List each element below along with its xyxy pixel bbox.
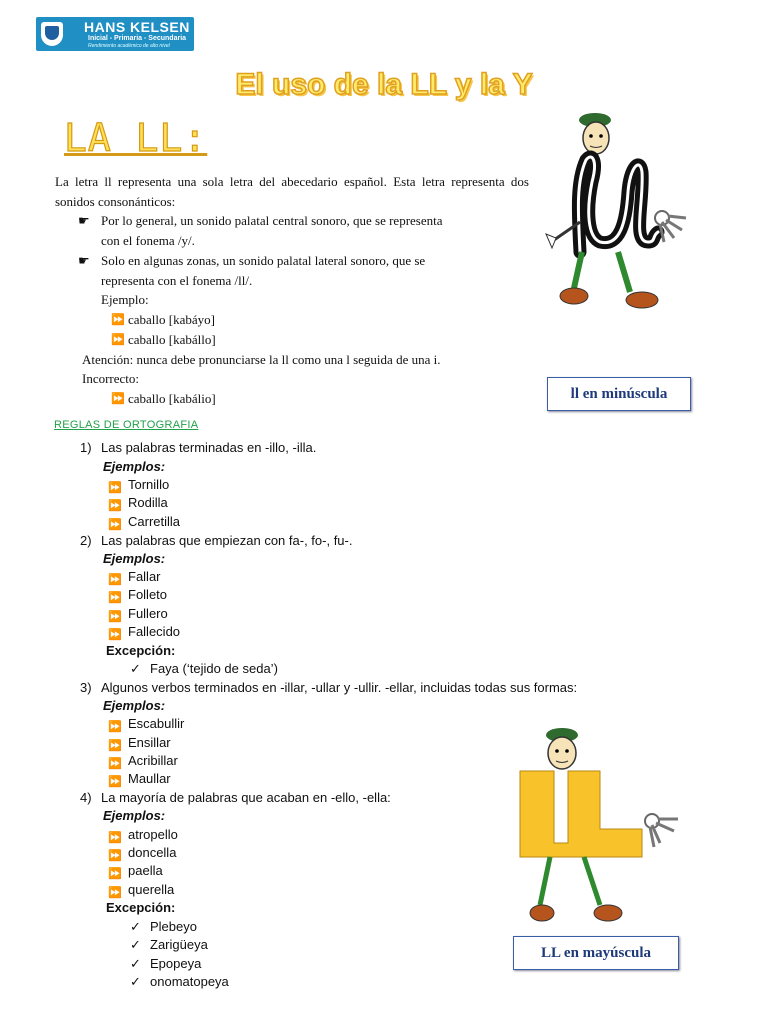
logo-name: HANS KELSEN bbox=[84, 19, 190, 35]
double-arrow-icon: ⏩ bbox=[108, 481, 122, 494]
check-icon: ✓ bbox=[130, 919, 141, 934]
ejemplo-item: caballo [kabállo] bbox=[128, 332, 216, 347]
double-arrow-icon: ⏩ bbox=[108, 610, 122, 623]
check-icon: ✓ bbox=[130, 974, 141, 989]
list-item: Acribillar bbox=[128, 753, 178, 768]
sound-2-line1: Solo en algunas zonas, un sonido palatal lateral sonoro, que se bbox=[101, 253, 426, 268]
rule-number: 4) bbox=[80, 790, 92, 805]
ejemplos-label: Ejemplos: bbox=[103, 551, 166, 566]
excepcion-item: onomatopeya bbox=[150, 974, 229, 989]
list-item: Maullar bbox=[128, 771, 171, 786]
list-item: Fallecido bbox=[128, 624, 181, 639]
double-arrow-icon: ⏩ bbox=[108, 591, 122, 604]
list-item: Tornillo bbox=[128, 477, 170, 492]
atencion-note: Atención: nunca debe pronunciarse la ll como una l seguida de una i. bbox=[82, 352, 441, 367]
pointing-hand-icon: ☛ bbox=[78, 253, 90, 268]
school-logo bbox=[36, 17, 194, 51]
excepcion-label: Excepción: bbox=[106, 900, 176, 915]
page-title: El uso de la LL y la Y bbox=[235, 68, 533, 101]
excepcion-label: Excepción: bbox=[106, 643, 176, 658]
list-item: Fullero bbox=[128, 606, 168, 621]
check-icon: ✓ bbox=[130, 937, 141, 952]
rule-text: La mayoría de palabras que acaban en -ello, -ella: bbox=[101, 790, 391, 805]
list-item: Fallar bbox=[128, 569, 161, 584]
rule-number: 2) bbox=[80, 533, 92, 548]
list-item: paella bbox=[128, 863, 163, 878]
double-arrow-icon: ⏩ bbox=[108, 886, 122, 899]
rule-text: Las palabras terminadas en -illo, -illa. bbox=[101, 440, 317, 455]
check-icon: ✓ bbox=[130, 956, 141, 971]
rule-number: 1) bbox=[80, 440, 92, 455]
excepcion-item: Zarigüeya bbox=[150, 937, 208, 952]
double-arrow-icon: ⏩ bbox=[111, 392, 125, 405]
check-icon: ✓ bbox=[130, 661, 141, 676]
rule-text: Algunos verbos terminados en -illar, -ullar y -ullir. -ellar, incluidas todas sus formas: bbox=[101, 680, 578, 695]
logo-subtitle: Inicial - Primaria - Secundaria bbox=[88, 35, 187, 42]
intro-paragraph: La letra ll representa una sola letra del abecedario español. Esta letra representa dos sonidos consonánticos: bbox=[55, 174, 529, 209]
excepcion-item: Faya (‘tejido de seda’) bbox=[150, 661, 278, 676]
double-arrow-icon: ⏩ bbox=[108, 867, 122, 880]
rule-number: 3) bbox=[80, 680, 92, 695]
double-arrow-icon: ⏩ bbox=[108, 831, 122, 844]
ejemplos-label: Ejemplos: bbox=[103, 808, 166, 823]
uppercase-ll-character-illustration bbox=[510, 725, 690, 935]
ejemplos-label: Ejemplos: bbox=[103, 459, 166, 474]
list-item: Folleto bbox=[128, 587, 168, 602]
section-heading-ll: LA LL: bbox=[64, 116, 208, 160]
double-arrow-icon: ⏩ bbox=[108, 573, 122, 586]
reglas-heading: REGLAS DE ORTOGRAFIA bbox=[54, 419, 199, 431]
lowercase-ll-character-illustration bbox=[540, 112, 690, 322]
pointing-hand-icon: ☛ bbox=[78, 213, 90, 228]
double-arrow-icon: ⏩ bbox=[108, 757, 122, 770]
double-arrow-icon: ⏩ bbox=[108, 518, 122, 531]
double-arrow-icon: ⏩ bbox=[111, 313, 125, 326]
double-arrow-icon: ⏩ bbox=[108, 775, 122, 788]
list-item: Escabullir bbox=[128, 716, 185, 731]
double-arrow-icon: ⏩ bbox=[108, 739, 122, 752]
shield-icon bbox=[41, 22, 63, 46]
sound-1-line1: Por lo general, un sonido palatal central sonoro, que se representa bbox=[101, 213, 443, 228]
sound-1-line2: con el fonema /y/. bbox=[101, 233, 195, 248]
list-item: querella bbox=[128, 882, 175, 897]
list-item: atropello bbox=[128, 827, 178, 842]
double-arrow-icon: ⏩ bbox=[108, 499, 122, 512]
caption-lowercase: ll en minúscula bbox=[547, 377, 691, 411]
ejemplo-label: Ejemplo: bbox=[101, 292, 149, 307]
excepcion-item: Plebeyo bbox=[150, 919, 197, 934]
logo-tagline: Rendimiento académico de alto nivel bbox=[88, 43, 170, 49]
double-arrow-icon: ⏩ bbox=[108, 720, 122, 733]
ejemplo-item: caballo [kabáyo] bbox=[128, 312, 215, 327]
ejemplos-label: Ejemplos: bbox=[103, 698, 166, 713]
list-item: Carretilla bbox=[128, 514, 181, 529]
list-item: Rodilla bbox=[128, 495, 168, 510]
double-arrow-icon: ⏩ bbox=[108, 849, 122, 862]
sound-2-line2: representa con el fonema /ll/. bbox=[101, 273, 253, 288]
double-arrow-icon: ⏩ bbox=[108, 628, 122, 641]
list-item: Ensillar bbox=[128, 735, 171, 750]
incorrecto-label: Incorrecto: bbox=[82, 371, 140, 386]
double-arrow-icon: ⏩ bbox=[111, 333, 125, 346]
incorrecto-item: caballo [kabálio] bbox=[128, 391, 216, 406]
list-item: doncella bbox=[128, 845, 177, 860]
excepcion-item: Epopeya bbox=[150, 956, 202, 971]
caption-uppercase: LL en mayúscula bbox=[513, 936, 679, 970]
rule-text: Las palabras que empiezan con fa-, fo-, fu-. bbox=[101, 533, 353, 548]
